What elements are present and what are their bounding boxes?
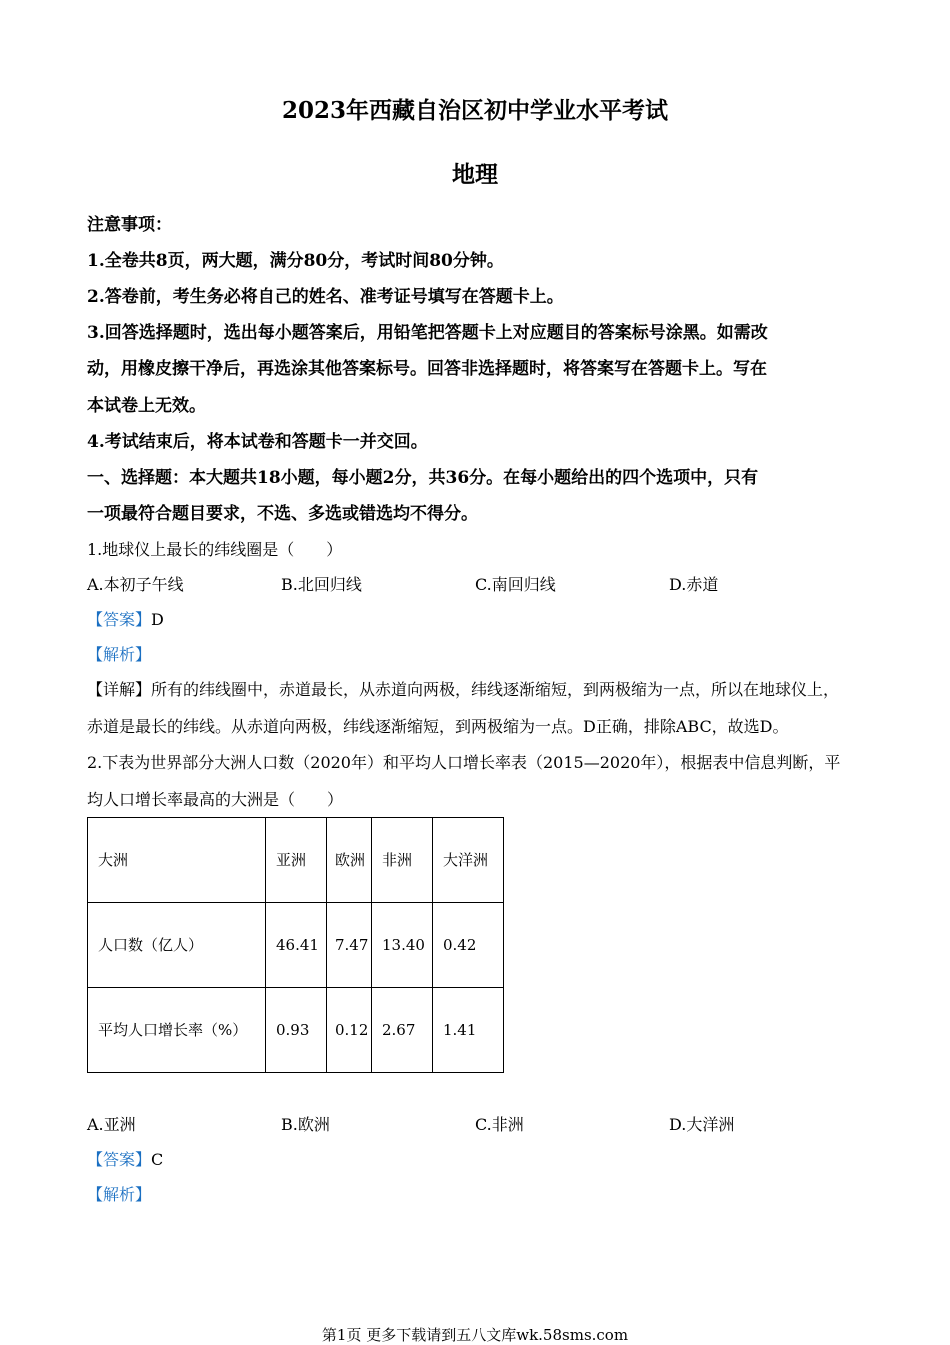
q1-detail-text-1: 所有的纬线圈中，赤道最长，从赤道向两极，纬线逐渐缩短，到两极缩为一点，所以在地球仪上， [151,680,840,699]
q2-stem-line-1: 2.下表为世界部分大洲人口数（2020年）和平均人口增长率表（2015—2020年），根据表中信息判断，平 [87,753,841,772]
q2-stem-line-2: 均人口增长率最高的大洲是（ ） [87,790,344,809]
q2-answer-tag: 【答案】 [87,1150,152,1169]
table-cell: 0.42 [433,903,504,988]
exam-title: 2023年西藏自治区初中学业水平考试 [281,97,668,124]
page-footer: 第1页 更多下载请到五八文库wk.58sms.com [321,1326,629,1344]
table-cell: 2.67 [372,988,433,1073]
table-header-row [88,818,504,903]
q1-option-a: A.本初子午线 [87,575,184,594]
table-cell: 大洋洲 [433,818,504,903]
table-cell: 7.47 [327,903,372,988]
q2-answer: C [151,1150,164,1169]
notice-heading: 注意事项： [87,215,172,235]
q2-option-a: A.亚洲 [87,1115,136,1134]
table-row [88,903,504,988]
table-cell: 0.12 [327,988,372,1073]
table-cell: 1.41 [433,988,504,1073]
table-cell: 46.41 [266,903,327,988]
q1-analysis-tag: 【解析】 [87,645,152,664]
table-cell: 欧洲 [327,818,372,903]
notice-line-5: 本试卷上无效。 [87,396,206,416]
notice-line-6: 4.考试结束后，将本试卷和答题卡一并交回。 [87,432,428,452]
notice-line-2: 2.答卷前，考生务必将自己的姓名、准考证号填写在答题卡上。 [87,287,564,307]
q1-option-b: B.北回归线 [281,575,362,594]
q2-option-d: D.大洋洲 [669,1115,735,1134]
section-instructions-2: 一项最符合题目要求，不选、多选或错选均不得分。 [87,504,478,524]
table-cell: 非洲 [372,818,433,903]
q1-stem: 1.地球仪上最长的纬线圈是（ ） [87,540,343,559]
q2-option-c: C.非洲 [475,1115,524,1134]
q1-option-d: D.赤道 [669,575,719,594]
table-cell: 13.40 [372,903,433,988]
notice-line-3: 3.回答选择题时，选出每小题答案后，用铅笔把答题卡上对应题目的答案标号涂黑。如需改 [87,323,768,343]
q2-option-b: B.欧洲 [281,1115,330,1134]
q1-option-c: C.南回归线 [475,575,556,594]
q1-answer-line [87,607,164,630]
q2-answer-line [87,1147,163,1170]
subject-title: 地理 [452,161,498,188]
q1-detail-line-2: 赤道是最长的纬线。从赤道向两极，纬线逐渐缩短，到两极缩为一点。D正确，排除ABC，故选D。 [87,717,789,736]
table-cell: 平均人口增长率（%） [88,988,266,1073]
notice-line-4: 动，用橡皮擦干净后，再选涂其他答案标号。回答非选择题时，将答案写在答题卡上。写在 [87,359,767,379]
table-cell: 人口数（亿人） [88,903,266,988]
table-cell: 大洲 [88,818,266,903]
table-row [88,988,504,1073]
table-cell: 0.93 [266,988,327,1073]
q1-detail-tag: 【详解】 [87,680,152,699]
table-cell: 亚洲 [266,818,327,903]
q1-answer: D [151,610,164,629]
notice-line-1: 1.全卷共8页，两大题，满分80分，考试时间80分钟。 [87,251,504,271]
section-instructions-1: 一、选择题：本大题共18小题，每小题2分，共36分。在每小题给出的四个选项中，只有 [87,468,759,488]
q1-detail-line-1 [87,677,839,700]
q1-answer-tag: 【答案】 [87,610,152,629]
population-table [87,817,504,1073]
q2-analysis-tag: 【解析】 [87,1185,152,1204]
